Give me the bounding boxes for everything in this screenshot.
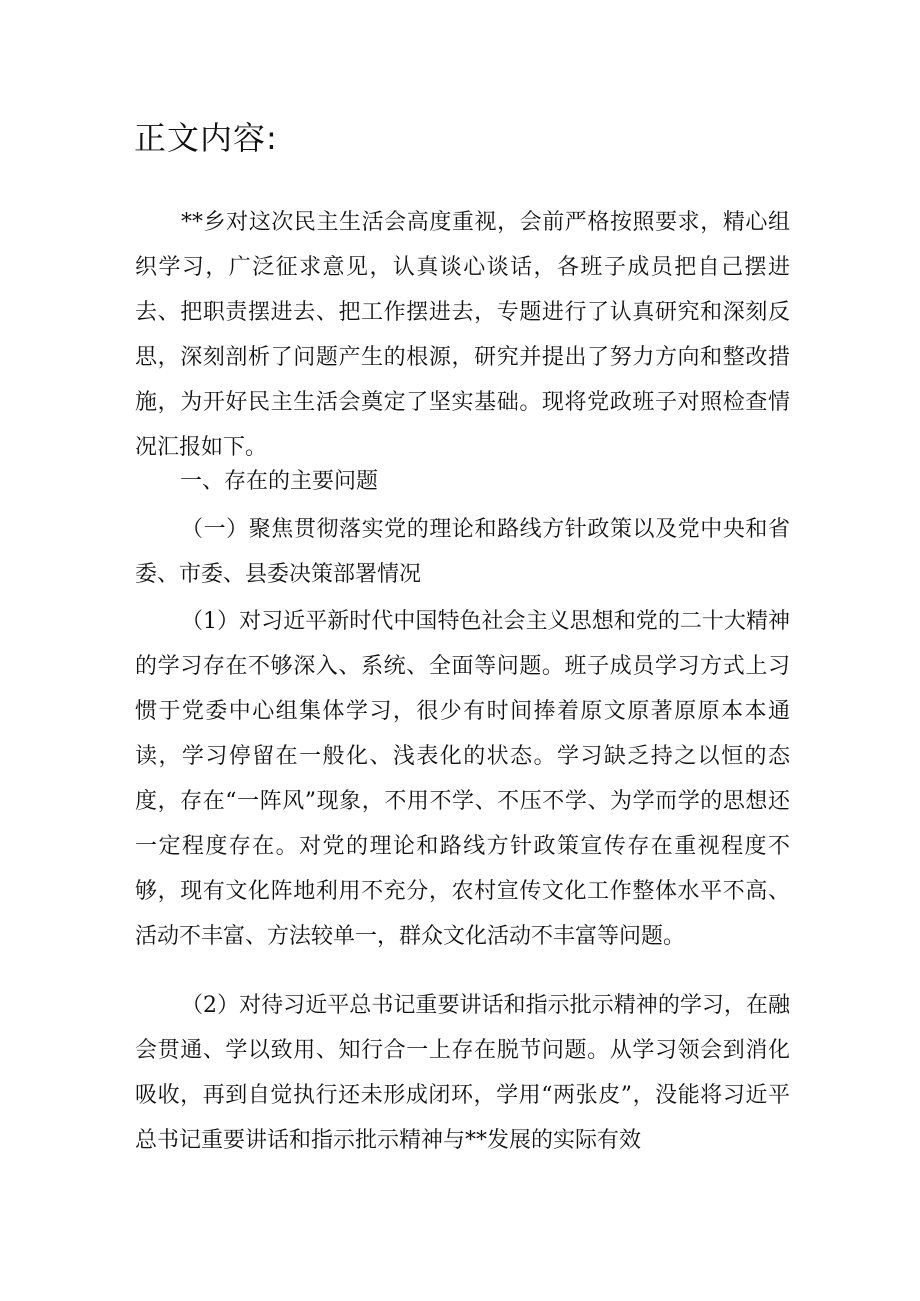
item-paragraph-1: （1）对习近平新时代中国特色社会主义思想和党的二十大精神的学习存在不够深入、系统、全面等问题。班子成员学习方式上习惯于党委中心组集体学习，很少有时间捧着原文原著原原本本通读，学习停留在一般化、浅表化的状态。学习缺乏持之以恒的态度，存在“一阵风”现象，不用不学、不压不学、为学而学的思想还一定程度存在。对党的理论和路线方针政策宣传存在重视程度不够，现有文化阵地利用不充分，农村宣传文化工作整体水平不高、活动不丰富、方法较单一，群众文化活动不丰富等问题。 <box>135 609 790 949</box>
intro-paragraph: **乡对这次民主生活会高度重视，会前严格按照要求，精心组织学习，广泛征求意见，认真谈心谈话，各班子成员把自己摆进去、把职责摆进去、把工作摆进去，专题进行了认真研究和深刻反思，深刻剖析了问题产生的根源，研究并提出了努力方向和整改措施，为开好民主生活会奠定了坚实基础。现将党政班子对照检查情况汇报如下。 <box>135 210 790 460</box>
subsection-title: （一）聚焦贯彻落实党的理论和路线方针政策以及党中央和省委、市委、县委决策部署情况 <box>135 517 790 587</box>
item-paragraph-2: （2）对待习近平总书记重要讲话和指示批示精神的学习，在融会贯通、学以致用、知行合一上存在脱节问题。从学习领会到消化吸收，再到自觉执行还未形成闭环，学用“两张皮”，没能将习近平总书记重要讲话和指示批示精神与**发展的实际有效 <box>135 993 790 1153</box>
section-title: 一、存在的主要问题 <box>180 469 379 494</box>
document-heading: 正文内容: <box>134 119 278 157</box>
